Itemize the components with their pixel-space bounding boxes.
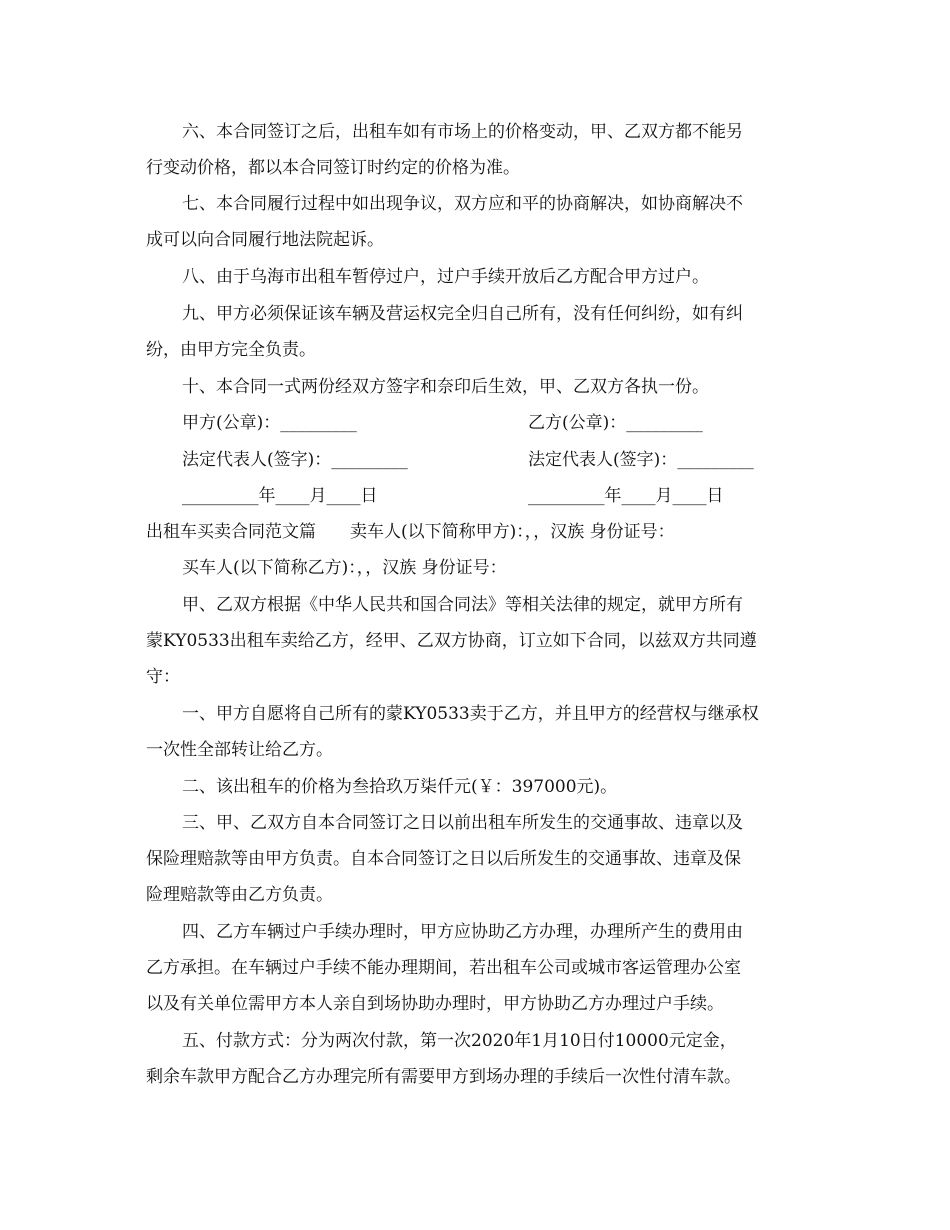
party-a-date: _________年____月____日 — [182, 486, 378, 506]
clause-3-line-2: 保险理赔款等由甲方负责。自本合同签订之日以后所发生的交通事故、违章及保 — [146, 849, 741, 869]
clause-9-line-1: 九、甲方必须保证该车辆及营运权完全归自己所有，没有任何纠纷，如有纠 — [182, 304, 743, 324]
clause-7-line-2: 成可以向合同履行地法院起诉。 — [146, 230, 384, 250]
clause-6-line-2: 行变动价格，都以本合同签订时约定的价格为准。 — [146, 158, 520, 178]
clause-5-line-1: 五、付款方式：分为两次付款，第一次2020年1月10日付10000元定金， — [182, 1031, 737, 1051]
clause-1-line-2: 一次性全部转让给乙方。 — [146, 740, 333, 760]
party-a-seal: 甲方(公章)：_________ — [182, 413, 357, 433]
party-a-representative: 法定代表人(签字)：_________ — [182, 450, 408, 470]
clause-9-line-2: 纷，由甲方完全负责。 — [146, 340, 316, 360]
clause-3-line-3: 险理赔款等由乙方负责。 — [146, 885, 333, 905]
clause-8-line-1: 八、由于乌海市出租车暂停过户，过户手续开放后乙方配合甲方过户。 — [182, 267, 709, 287]
clause-4-line-2: 乙方承担。在车辆过户手续不能办理期间，若出租车公司或城市客运管理办公室 — [146, 958, 741, 978]
clause-4-line-1: 四、乙方车辆过户手续办理时，甲方应协助乙方办理，办理所产生的费用由 — [182, 922, 743, 942]
clause-7-line-1: 七、本合同履行过程中如出现争议，双方应和平的协商解决，如协商解决不 — [182, 194, 743, 214]
clause-6-line-1: 六、本合同签订之后，出租车如有市场上的价格变动，甲、乙双方都不能另 — [182, 122, 743, 142]
clause-5-line-2: 剩余车款甲方配合乙方办理完所有需要甲方到场办理的手续后一次性付清车款。 — [146, 1067, 741, 1087]
clause-1-line-1: 一、甲方自愿将自己所有的蒙KY0533卖于乙方，并且甲方的经营权与继承权 — [182, 704, 759, 724]
clause-10-line-1: 十、本合同一式两份经双方签字和奈印后生效，甲、乙双方各执一份。 — [182, 377, 709, 397]
party-b-date: _________年____月____日 — [528, 486, 724, 506]
party-b-seal: 乙方(公章)：_________ — [528, 413, 703, 433]
clause-2-line-1: 二、该出租车的价格为叁拾玖万柒仟元(￥：397000元)。 — [182, 777, 618, 797]
buyer-line: 买车人(以下简称乙方)：，，汉族 身份证号： — [182, 558, 507, 578]
intro-line-3: 守： — [146, 667, 180, 687]
party-b-representative: 法定代表人(签字)：_________ — [528, 450, 754, 470]
clause-4-line-3: 以及有关单位需甲方本人亲自到场协助办理时，甲方协助乙方办理过户手续。 — [146, 994, 724, 1014]
intro-line-1: 甲、乙双方根据《中华人民共和国合同法》等相关法律的规定，就甲方所有 — [182, 595, 743, 615]
second-contract-title-line: 出租车买卖合同范文篇 卖车人(以下简称甲方)：，，汉族 身份证号： — [146, 522, 675, 542]
clause-3-line-1: 三、甲、乙双方自本合同签订之日以前出租车所发生的交通事故、违章以及 — [182, 813, 743, 833]
intro-line-2: 蒙KY0533出租车卖给乙方，经甲、乙双方协商，订立如下合同，以兹双方共同遵 — [146, 631, 757, 651]
